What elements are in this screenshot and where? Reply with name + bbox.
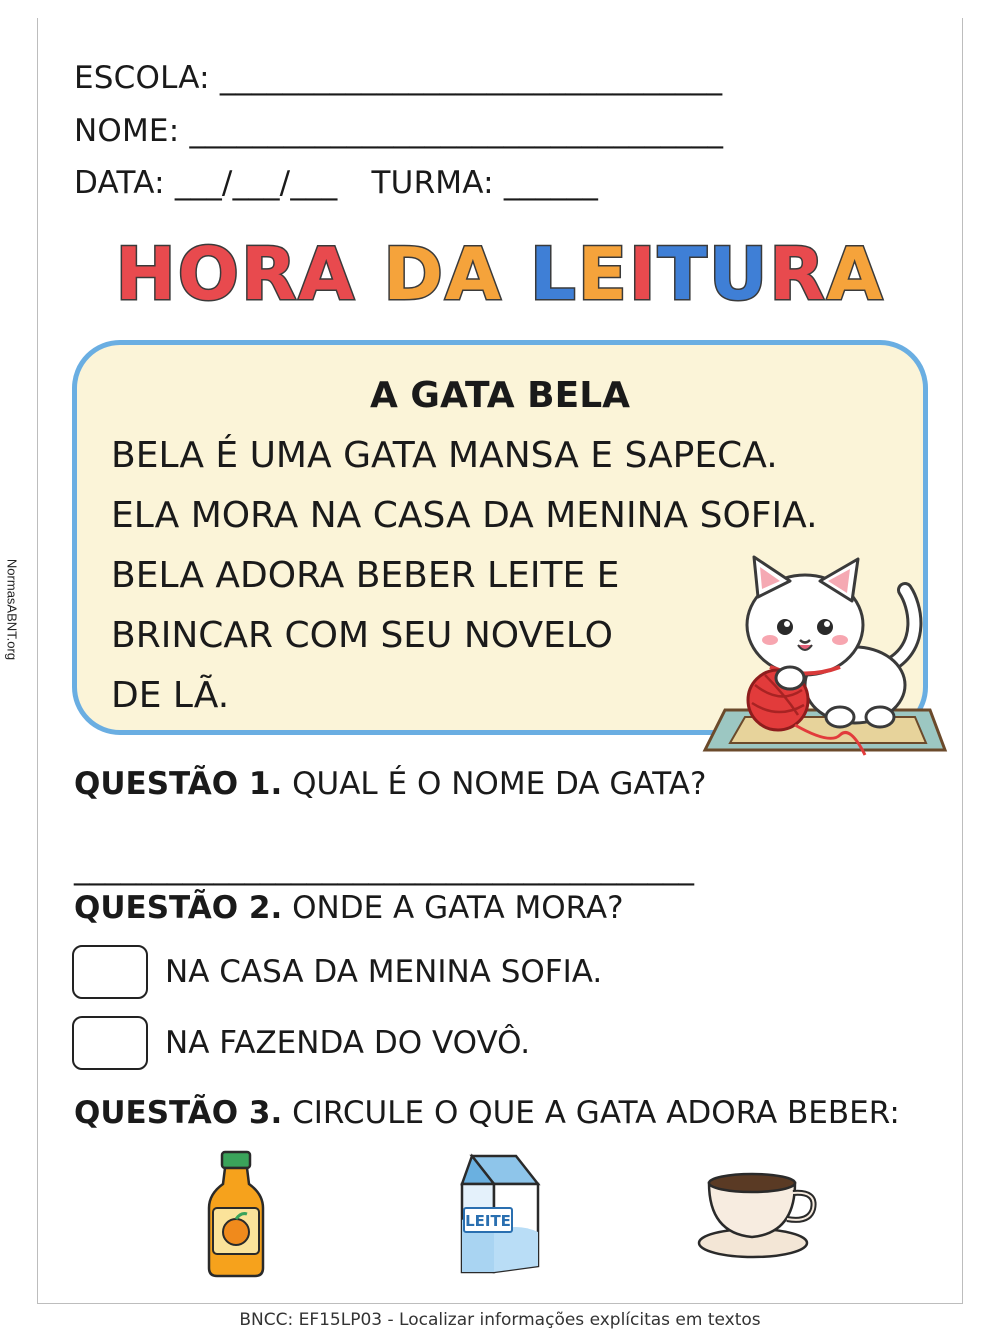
- title-word-leitura: LEITURA: [529, 232, 885, 316]
- question-3-label: QUESTÃO 3.: [74, 1095, 283, 1131]
- school-blank[interactable]: ________________________________: [219, 60, 723, 96]
- question-2-label: QUESTÃO 2.: [74, 890, 283, 926]
- story-line-2: ELA MORA NA CASA DA MENINA SOFIA.: [111, 495, 818, 536]
- page-title: [0, 232, 1000, 316]
- name-label: NOME:: [74, 113, 180, 149]
- coffee-cup-icon[interactable]: [695, 1165, 820, 1265]
- question-2-option-1-label: NA CASA DA MENINA SOFIA.: [165, 954, 603, 990]
- question-3-text: CIRCULE O QUE A GATA ADORA BEBER:: [292, 1095, 900, 1131]
- orange-juice-bottle-icon[interactable]: [205, 1150, 267, 1280]
- story-line-3: BELA ADORA BEBER LEITE E: [111, 555, 620, 596]
- question-2: [74, 890, 624, 926]
- question-1-label: QUESTÃO 1.: [74, 766, 283, 802]
- date-blank[interactable]: ___/___/___: [174, 165, 338, 201]
- question-3: [74, 1095, 900, 1131]
- question-2-option-2-label: NA FAZENDA DO VOVÔ.: [165, 1025, 531, 1061]
- question-2-option-1-checkbox[interactable]: [72, 945, 148, 999]
- class-label: TURMA:: [371, 165, 494, 201]
- question-2-text: ONDE A GATA MORA?: [292, 890, 624, 926]
- question-2-option-2-checkbox[interactable]: [72, 1016, 148, 1070]
- side-watermark: NormasABNT.org: [4, 558, 20, 661]
- class-blank[interactable]: ______: [503, 165, 599, 201]
- story-title: A GATA BELA: [370, 375, 630, 416]
- milk-carton-icon[interactable]: [458, 1150, 544, 1278]
- title-word-da: DA: [383, 232, 503, 316]
- question-1-answer-line[interactable]: ________________________________________: [74, 850, 694, 886]
- footer-bncc: BNCC: EF15LP03 - Localizar informações explícitas em textos: [239, 1310, 761, 1330]
- story-line-1: BELA É UMA GATA MANSA E SAPECA.: [111, 435, 778, 476]
- question-1: [74, 766, 706, 802]
- date-class-line: [74, 165, 598, 201]
- date-label: DATA:: [74, 165, 165, 201]
- story-line-4: BRINCAR COM SEU NOVELO: [111, 615, 613, 656]
- name-blank[interactable]: __________________________________: [189, 113, 724, 149]
- school-label: ESCOLA:: [74, 60, 210, 96]
- title-word-hora: HORA: [115, 232, 357, 316]
- name-line: [74, 113, 723, 149]
- milk-carton-label: LEITE: [465, 1212, 511, 1230]
- school-line: [74, 60, 722, 96]
- question-1-text: QUAL É O NOME DA GATA?: [292, 766, 707, 802]
- story-line-5: DE LÃ.: [111, 675, 230, 716]
- cat-with-yarn-illustration: [690, 545, 955, 770]
